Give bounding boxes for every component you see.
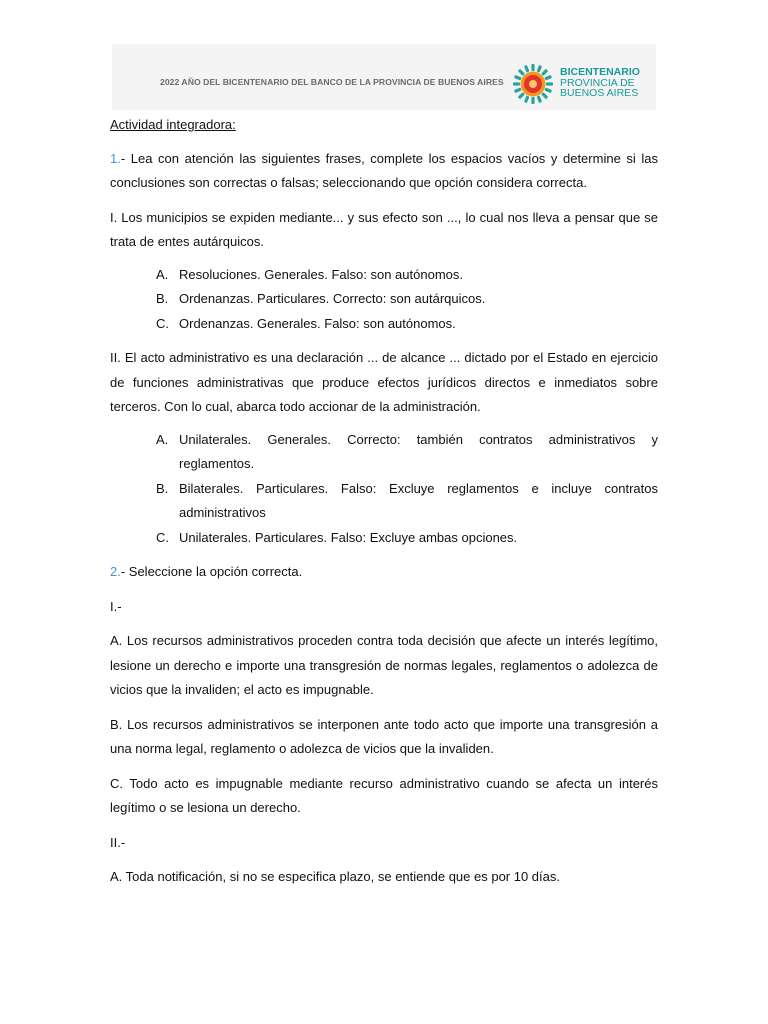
option-text: Unilaterales. Generales. Correcto: también contratos administrativos y reglamentos. <box>179 431 658 471</box>
option-marker: C. <box>156 529 169 545</box>
question-1-number: 1. <box>110 150 121 166</box>
list-item <box>110 312 658 337</box>
question-1-part-2-stem: II. El acto administrativo es una declaración ... de alcance ... dictado por el Estado en ejercicio de funciones administrativas que produce efectos jurídicos directos e inmediatos sobre terceros. Con lo cual, abarca todo accionar de la administración. <box>110 350 658 414</box>
header-banner <box>112 44 656 110</box>
option-marker: A. <box>156 431 169 447</box>
question-1-text: - Lea con atención las siguientes frases, complete los espacios vacíos y determine si las conclusiones son correctas o falsas; seleccionando que opción considera correcta. <box>110 150 658 190</box>
logo-line-3: BUENOS AIRES <box>560 87 639 99</box>
question-2-option-b: B. Los recursos administrativos se interponen ante todo acto que importe una transgresión a una norma legal, reglamento o adolezca de vicios que la invaliden. <box>110 716 658 756</box>
question-1-part-2-options <box>110 428 658 551</box>
question-2-number: 2. <box>110 564 121 579</box>
question-2-section-2-option-a: A. Toda notificación, si no se especifica plazo, se entiende que es por 10 días. <box>110 869 560 884</box>
option-marker: B. <box>156 480 169 496</box>
option-text: Ordenanzas. Generales. Falso: son autónomos. <box>179 315 456 331</box>
question-2-option-a: A. Los recursos administrativos proceden contra toda decisión que afecte un interés legítimo, lesione un derecho e importe una transgresión de normas legales, reglamentos o adolezca de vicios que la invaliden; el acto es impugnable. <box>110 633 658 697</box>
question-2-section-2: II.- <box>110 834 126 850</box>
option-text: Bilaterales. Particulares. Falso: Excluye reglamentos e incluye contratos administrativos <box>179 480 658 520</box>
question-2-intro <box>110 560 658 585</box>
question-2-text: - Seleccione la opción correcta. <box>120 564 303 579</box>
option-marker: C. <box>156 315 169 331</box>
logo-line-2: PROVINCIA DE <box>560 76 635 89</box>
list-item <box>110 428 658 477</box>
logo-line-1: BICENTENARIO <box>560 66 640 78</box>
logo-text <box>560 67 640 99</box>
list-item <box>110 526 658 551</box>
option-marker: B. <box>156 291 169 306</box>
option-text: Ordenanzas. Particulares. Correcto: son autárquicos. <box>179 291 486 306</box>
question-2-option-c: C. Todo acto es impugnable mediante recurso administrativo cuando se afecta un interés legítimo o se lesiona un derecho. <box>110 775 658 815</box>
option-text: Resoluciones. Generales. Falso: son autónomos. <box>179 266 463 282</box>
banner-title: 2022 AÑO DEL BICENTENARIO DEL BANCO DE LA PROVINCIA DE BUENOS AIRES <box>160 77 504 87</box>
list-item <box>110 263 658 288</box>
list-item <box>110 287 658 312</box>
question-1-part-1-stem: I. Los municipios se expiden mediante... y sus efecto son ..., lo cual nos lleva a pensar que se trata de entes autárquicos. <box>110 209 658 249</box>
activity-heading: Actividad integradora: <box>110 117 236 132</box>
option-marker: A. <box>156 266 169 282</box>
question-1-part-1-options <box>110 263 658 337</box>
document-body <box>110 113 658 890</box>
question-1-intro <box>110 147 658 196</box>
list-item <box>110 477 658 526</box>
question-2-section-1: I.- <box>110 598 122 614</box>
option-text: Unilaterales. Particulares. Falso: Excluye ambas opciones. <box>179 529 518 545</box>
bicentenario-logo-icon <box>512 63 554 105</box>
